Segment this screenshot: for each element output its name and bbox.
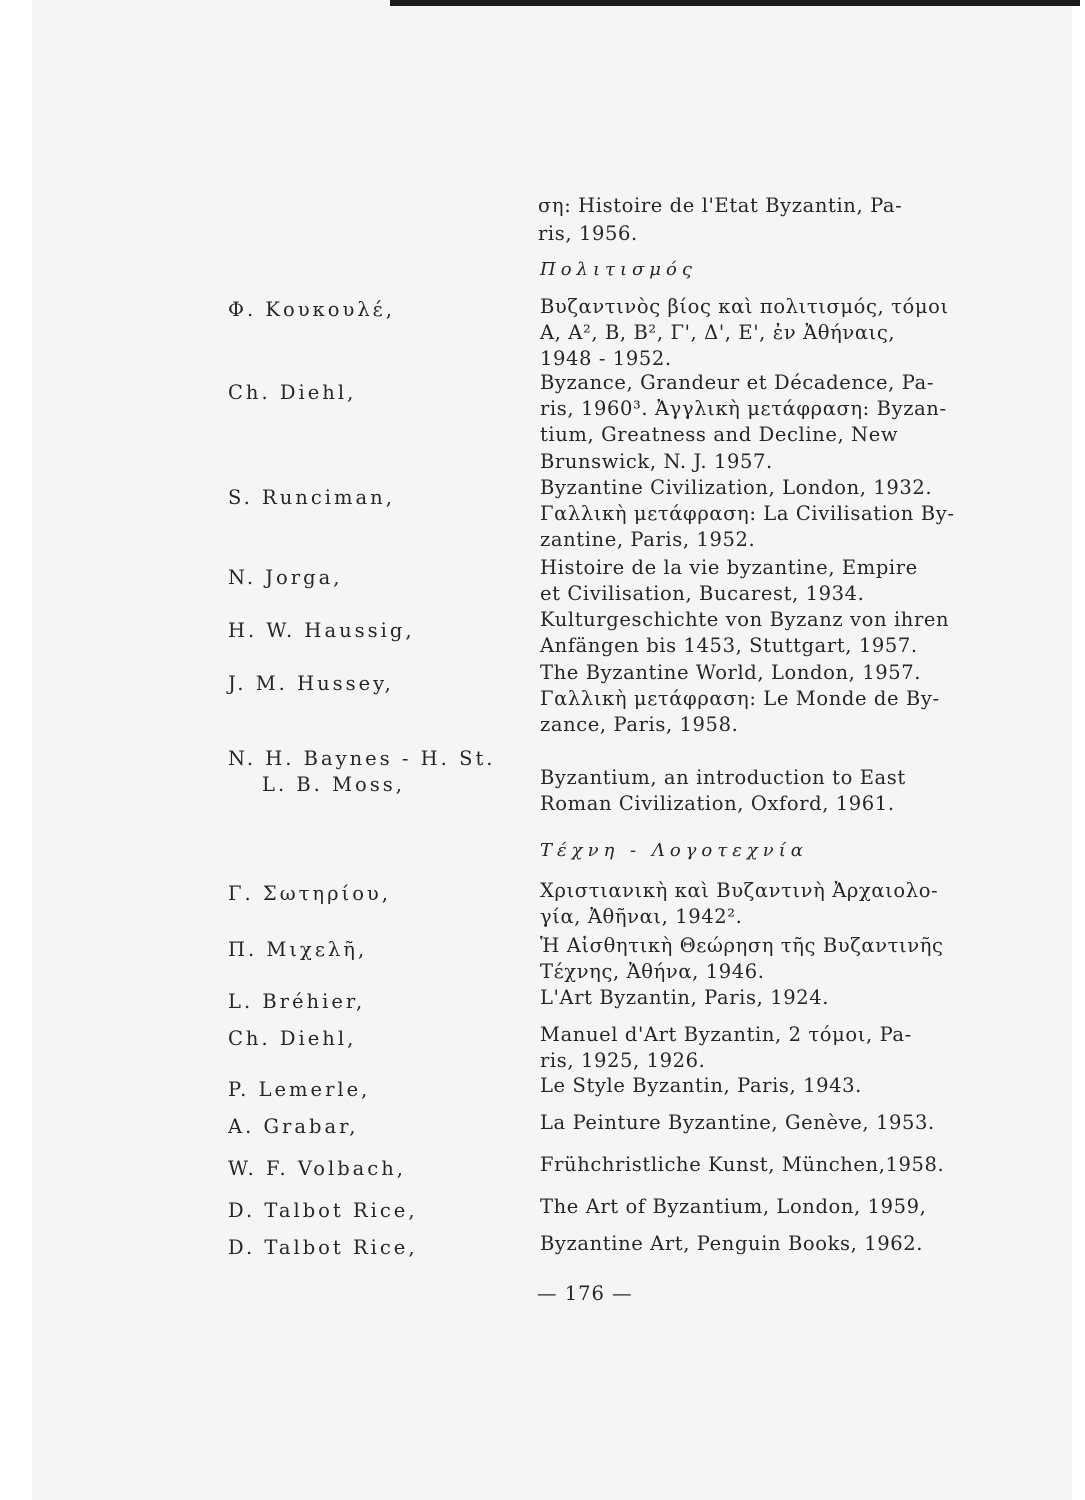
- entry-author: W. F. Volbach,: [228, 1157, 406, 1180]
- entry-line: γία, Ἀθῆναι, 1942².: [540, 905, 743, 928]
- entry-author: Ch. Diehl,: [228, 1027, 357, 1050]
- entry-line: Histoire de la vie byzantine, Empire: [540, 556, 918, 579]
- entry-author: Π. Μιχελῆ,: [228, 938, 368, 961]
- entry-line: zantine, Paris, 1952.: [540, 528, 756, 551]
- entry-author: Ch. Diehl,: [228, 381, 357, 404]
- entry-author: D. Talbot Rice,: [228, 1236, 418, 1259]
- entry-line: Γαλλικὴ μετάφραση: La Civilisation By-: [540, 502, 955, 525]
- entry-line: Γαλλικὴ μετάφραση: Le Monde de By-: [540, 687, 940, 710]
- entry-line: Α, Α², Β, Β², Γ', Δ', Ε', ἐν Ἀθήναις,: [540, 321, 896, 344]
- entry-line: The Art of Byzantium, London, 1959,: [540, 1195, 927, 1218]
- entry-line: et Civilisation, Bucarest, 1934.: [540, 582, 865, 605]
- entry-line: ris, 1960³. Ἀγγλικὴ μετάφραση: Byzan-: [540, 397, 947, 420]
- entry-line: Roman Civilization, Oxford, 1961.: [540, 792, 895, 815]
- entry-line: Anfängen bis 1453, Stuttgart, 1957.: [540, 634, 918, 657]
- entry-line: La Peinture Byzantine, Genève, 1953.: [540, 1111, 935, 1134]
- entry-author: A. Grabar,: [228, 1115, 359, 1138]
- entry-author: L. B. Moss,: [262, 773, 405, 796]
- entry-line: Byzantine Civilization, London, 1932.: [540, 476, 933, 499]
- entry-author: N. Jorga,: [228, 566, 343, 589]
- entry-line: Byzantium, an introduction to East: [540, 766, 906, 789]
- entry-line: tium, Greatness and Decline, New: [540, 423, 899, 446]
- entry-line: ris, 1925, 1926.: [540, 1049, 706, 1072]
- entry-line: L'Art Byzantin, Paris, 1924.: [540, 986, 830, 1009]
- entry-line: zance, Paris, 1958.: [540, 713, 739, 736]
- entry-line: Kulturgeschichte von Byzanz von ihren: [540, 608, 950, 631]
- entry-line: Χριστιανικὴ καὶ Βυζαντινὴ Ἀρχαιολο-: [540, 879, 939, 902]
- entry-line: Byzance, Grandeur et Décadence, Pa-: [540, 371, 935, 394]
- page-number: — 176 —: [537, 1282, 633, 1305]
- entry-line: Ἡ Αἰσθητικὴ Θεώρηση τῆς Βυζαντινῆς: [540, 934, 944, 957]
- entry-author: P. Lemerle,: [228, 1078, 371, 1101]
- entry-line: Byzantine Art, Penguin Books, 1962.: [540, 1232, 924, 1255]
- entry-author: J. M. Hussey,: [228, 672, 394, 695]
- entry-line: Le Style Byzantin, Paris, 1943.: [540, 1074, 862, 1097]
- section-heading: Πολιτισμός: [540, 259, 697, 280]
- entry-author: Γ. Σωτηρίου,: [228, 882, 391, 905]
- intro-line: ση: Histoire de l'Etat Byzantin, Pa-: [538, 194, 903, 217]
- entry-author: S. Runciman,: [228, 486, 395, 509]
- entry-line: Manuel d'Art Byzantin, 2 τόμοι, Pa-: [540, 1023, 912, 1046]
- entry-line: 1948 - 1952.: [540, 347, 672, 370]
- entry-line: Frühchristliche Kunst, München,1958.: [540, 1153, 945, 1176]
- entry-line: The Byzantine World, London, 1957.: [540, 661, 922, 684]
- entry-line: Βυζαντινὸς βίος καὶ πολιτισμός, τόμοι: [540, 295, 949, 318]
- entry-author: D. Talbot Rice,: [228, 1199, 418, 1222]
- entry-line: Τέχνης, Ἀθήνα, 1946.: [540, 960, 765, 983]
- entry-author: N. H. Baynes - H. St.: [228, 747, 496, 770]
- entry-author: L. Bréhier,: [228, 990, 366, 1013]
- section-heading: Τέχνη - Λογοτεχνία: [540, 840, 808, 861]
- entry-author: Φ. Κουκουλέ,: [228, 298, 395, 321]
- entry-author: H. W. Haussig,: [228, 619, 415, 642]
- intro-line: ris, 1956.: [538, 222, 638, 245]
- scan-edge: [390, 0, 1080, 6]
- entry-line: Brunswick, N. J. 1957.: [540, 450, 773, 473]
